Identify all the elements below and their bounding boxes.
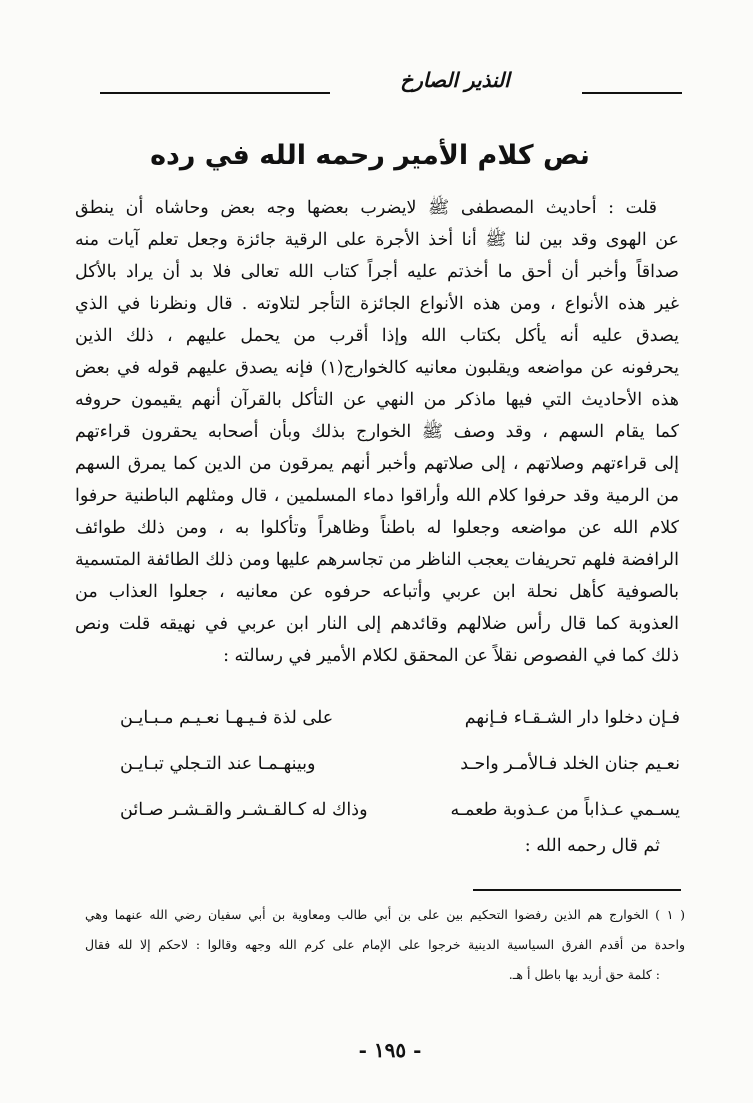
poem-verse [120, 700, 680, 746]
paragraph-line: هذه الأحاديث التي فيها ماذكر من النهي عن التأكل بالقرآن أنهم يقيمون حروفه [75, 390, 679, 410]
paragraph-line: إلى قراءتهم وصلاتهم ، إلى صلاتهم وأخبر أنهم يمرقون من الدين كما يمرق السهم [75, 454, 679, 474]
paragraph-line: غير هذه الأنواع ، ومن هذه الأنواع الجائزة التأجر لتلاوته . قال ونظرنا في الذي [75, 294, 679, 314]
footnote-line: : كلمة حق أريد بها باطل أ هـ. [508, 967, 660, 982]
verse-second-hemistich: على لذة فـيـهـا نعـيـم مـبـايـن [120, 708, 334, 728]
paragraph-line: يصدق عليه أنه يأكل بكتاب الله وإذا أقرب من يحمل عليهم ، ذلك الذين [75, 326, 679, 346]
paragraph-line: كلام الله عن مواضعه وجعلوا له باطناً وظاهراً وتأكلوا به ، ومن ذلك طوائف [75, 518, 679, 538]
body-paragraph [75, 192, 679, 672]
poem-verse [120, 792, 680, 838]
closing-line: ثم قال رحمه الله : [524, 836, 660, 856]
paragraph-line: عن الهوى وقد بين لنا ﷺ أنا أخذ الأجرة على الرقية جائزة وجعل تعلم آيات منه [75, 230, 679, 250]
poem-verse [120, 746, 680, 792]
verse-second-hemistich: وذاك له كـالقـشـر والقـشـر صـائن [120, 800, 368, 820]
header-rule-right [582, 92, 682, 94]
paragraph-line: صداقاً وأخبر أن أحق ما أخذتم عليه أجراً كتاب الله تعالى فلا بد أن يراد بالأكل [75, 262, 679, 282]
paragraph-line: من الرمية وقد حرفوا كلام الله وأراقوا دماء المسلمين ، قال ومثلهم الباطنية حرفوا [75, 486, 679, 506]
paragraph-line: الرافضة فلهم تحريفات يعجب الناظر من تجاسرهم عليها ومن ذلك الطائفة المتسمية [75, 550, 679, 570]
verse-first-hemistich: يسـمي عـذاباً من عـذوبة طعمـه [450, 800, 680, 820]
paragraph-line: كما يقام السهم ، وقد وصف ﷺ الخوارج بذلك وبأن أصحابه يحقرون قراءتهم [75, 422, 679, 442]
running-header [100, 68, 682, 108]
paragraph-line: ذلك كما في الفصوص نقلاً عن المحقق لكلام الأمير في رسالته : [223, 646, 679, 666]
paragraph-line: قلت : أحاديث المصطفى ﷺ لايضرب بعضها وجه بعض وحاشاه أن ينطق [75, 198, 657, 218]
verse-first-hemistich: فـإن دخلوا دار الشـقـاء فـإنهم [464, 708, 680, 728]
running-header-title: النذير الصارخ [400, 68, 510, 92]
page-number: - ١٩٥ - [358, 1038, 422, 1062]
footnote-line: ( ١ ) الخوارج هم الذين رفضوا التحكيم بين على بن أبي طالب ومعاوية بن أبي سفيان رضي الله عنهما وهي [85, 907, 685, 922]
paragraph-line: العذوبة كما قال رأس ضلالهم وقائدهم إلى النار ابن عربي في نهيقه قلت ونص [75, 614, 679, 634]
paragraph-line: بالصوفية كأهل نحلة ابن عربي وأتباعه حرفوه عن معانيه ، جعلوا العذاب من [75, 582, 679, 602]
footnotes [85, 900, 685, 990]
poem [120, 700, 680, 838]
verse-first-hemistich: نعـيم جنان الخلد فـالأمـر واحـد [460, 754, 680, 774]
section-title: نص كلام الأمير رحمه الله في رده [150, 140, 590, 171]
footnote-line: واحدة من أقدم الفرق السياسية الدينية خرجوا على الإمام على كرم الله وجهه وقالوا : لاحكم إلا لله فقال [85, 937, 685, 952]
paragraph-line: يحرفونه عن مواضعه ويقلبون معانيه كالخوارج(١) فإنه يصدق عليهم قوله في بعض [75, 358, 679, 378]
verse-second-hemistich: وبينهـمـا عند التـجلي تبـايـن [120, 754, 316, 774]
header-rule-left [100, 92, 330, 94]
footnote-separator [473, 889, 681, 891]
